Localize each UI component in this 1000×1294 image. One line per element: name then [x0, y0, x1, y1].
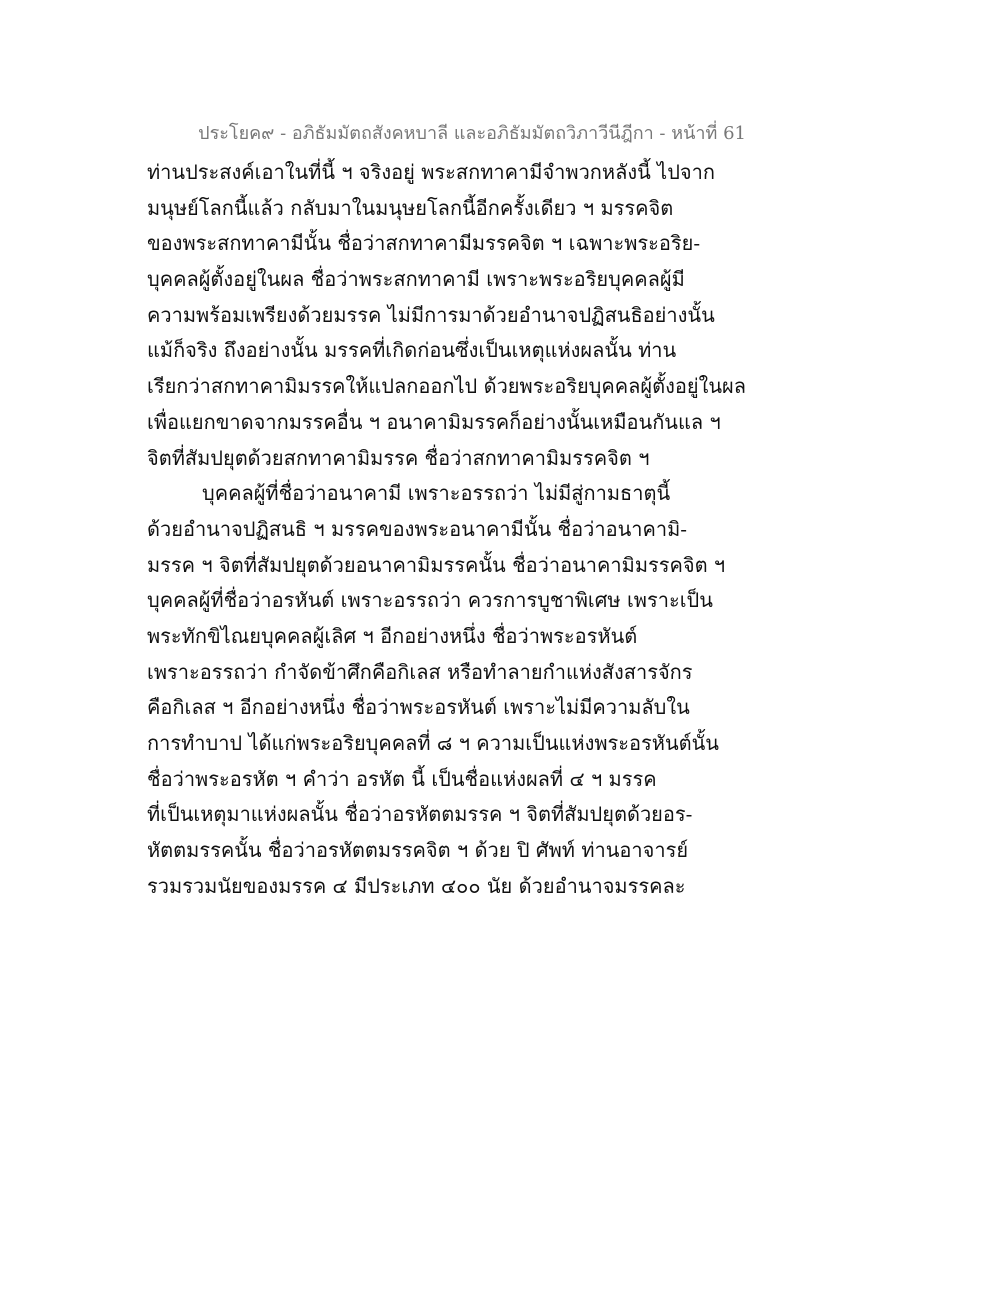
- text-line: การทำบาป ได้แก่พระอริยบุคคลที่ ๘ ฯ ความเป็นแห่งพระอรหันต์นั้น: [147, 731, 719, 755]
- text-line: บุคคลผู้ที่ชื่อว่าอรหันต์ เพราะอรรถว่า ควรการบูชาพิเศษ เพราะเป็น: [147, 588, 713, 613]
- text-line: ด้วยอำนาจปฏิสนธิ ฯ มรรคของพระอนาคามีนั้น ชื่อว่าอนาคามิ-: [147, 516, 688, 541]
- paragraph-start-line: บุคคลผู้ที่ชื่อว่าอนาคามี เพราะอรรถว่า ไม่มีสู่กามธาตุนี้: [202, 481, 671, 506]
- text-line: เพื่อแยกขาดจากมรรคอื่น ฯ อนาคามิมรรคก็อย่างนั้นเหมือนกันแล ฯ: [147, 409, 721, 434]
- text-line: พระทักขิไณยบุคคลผู้เลิศ ฯ อีกอย่างหนึ่ง ชื่อว่าพระอรหันต์: [147, 623, 638, 648]
- text-line: จิตที่สัมปยุตด้วยสกทาคามิมรรค ชื่อว่าสกทาคามิมรรคจิต ฯ: [147, 445, 650, 470]
- body-text: [147, 155, 867, 904]
- running-header: ประโยค๙ - อภิธัมมัตถสังคหบาลี และอภิธัมมัตถวิภาวีนีฎีกา - หน้าที่ 61: [198, 123, 746, 144]
- text-line: ความพร้อมเพรียงด้วยมรรค ไม่มีการมาด้วยอำนาจปฏิสนธิอย่างนั้น: [147, 302, 715, 327]
- text-line: เพราะอรรถว่า กำจัดข้าศึกคือกิเลส หรือทำลายกำแห่งสังสารจักร: [147, 659, 693, 684]
- text-line: หัตตมรรคนั้น ชื่อว่าอรหัตตมรรคจิต ฯ ด้วย ปิ ศัพท์ ท่านอาจารย์: [147, 838, 689, 863]
- text-line: ท่านประสงค์เอาในที่นี้ ฯ จริงอยู่ พระสกทาคามีจำพวกหลังนี้ ไปจาก: [147, 160, 715, 184]
- text-line: ของพระสกทาคามีนั้น ชื่อว่าสกทาคามีมรรคจิต ฯ เฉพาะพระอริย-: [147, 231, 701, 256]
- text-line: บุคคลผู้ตั้งอยู่ในผล ชื่อว่าพระสกทาคามี เพราะพระอริยบุคคลผู้มี: [147, 267, 685, 292]
- text-line: แม้ก็จริง ถึงอย่างนั้น มรรคที่เกิดก่อนซึ่งเป็นเหตุแห่งผลนั้น ท่าน: [147, 338, 677, 363]
- text-line: มนุษย์โลกนี้แล้ว กลับมาในมนุษยโลกนี้อีกครั้งเดียว ฯ มรรคจิต: [147, 195, 674, 220]
- text-line: ที่เป็นเหตุมาแห่งผลนั้น ชื่อว่าอรหัตตมรรค ฯ จิตที่สัมปยุตด้วยอร-: [147, 802, 693, 827]
- text-line: รวมรวมนัยของมรรค ๔ มีประเภท ๔๐๐ นัย ด้วยอำนาจมรรคละ: [147, 873, 686, 898]
- text-line: มรรค ฯ จิตที่สัมปยุตด้วยอนาคามิมรรคนั้น ชื่อว่าอนาคามิมรรคจิต ฯ: [147, 552, 726, 577]
- text-line: ชื่อว่าพระอรหัต ฯ คำว่า อรหัต นี้ เป็นชื่อแห่งผลที่ ๔ ฯ มรรค: [147, 766, 657, 791]
- text-line: เรียกว่าสกทาคามิมรรคให้แปลกออกไป ด้วยพระอริยบุคคลผู้ตั้งอยู่ในผล: [147, 374, 746, 399]
- text-line: คือกิเลส ฯ อีกอย่างหนึ่ง ชื่อว่าพระอรหันต์ เพราะไม่มีความลับใน: [147, 695, 690, 720]
